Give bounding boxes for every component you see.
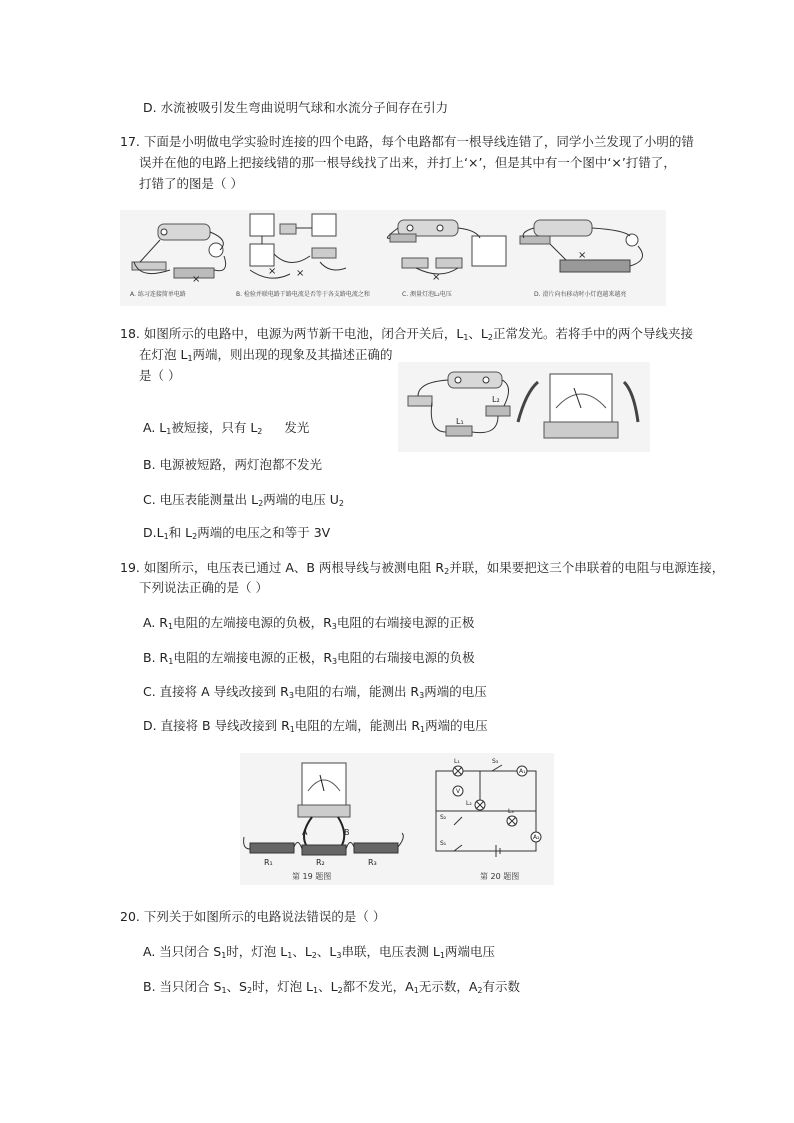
q18-option-a: A. $L_1$被短接，只有 $L_2$ 发光 bbox=[143, 420, 310, 436]
q20-label-s1: S₁ bbox=[440, 840, 447, 847]
q17-stem-line3: 打错了的图是（ ） bbox=[139, 176, 243, 191]
q18-option-c: C. 电压表能测量出 $L_2$两端的电压 $U_2$ bbox=[143, 492, 344, 508]
q19-label-b: B bbox=[344, 828, 350, 837]
q20-option-b: B. 当只闭合 $S_1$、$S_2$时，灯泡 $L_1$、$L_2$都不发光，$A_1$无示数，$A_2$有示数 bbox=[143, 979, 520, 995]
q19-stem-line1: 19. 如图所示，电压表已通过 A、B 两根导线与被测电阻 $R_2$并联，如果要把这三个串联着的电阻与电源连接， bbox=[120, 560, 725, 576]
q19-option-a: A. $R_1$电阻的左端接电源的负极，$R_3$电阻的右端接电源的正极 bbox=[143, 615, 475, 631]
q20-label-l3: L₃ bbox=[508, 808, 514, 815]
q18-option-b: B. 电源被短路，两灯泡都不发光 bbox=[143, 457, 323, 472]
q20-label-a2: A₂ bbox=[533, 834, 540, 841]
svg-text:×: × bbox=[432, 272, 441, 283]
q19-label-r1: R₁ bbox=[264, 858, 273, 867]
q19-figure-caption: 第 19 题图 bbox=[292, 872, 332, 881]
q18-stem-line1: 18. 如图所示的电路中，电源为两节新干电池，闭合开关后，$L_1$、$L_2$正常发光。若将手中的两个导线夹接 bbox=[120, 326, 693, 342]
q18-stem-line3: 是（ ） bbox=[139, 368, 181, 383]
q18-label-l1: L₁ bbox=[456, 417, 464, 426]
svg-text:×: × bbox=[296, 268, 305, 279]
q17-caption-d: D. 滑片向右移动时小灯泡越来越亮 bbox=[534, 291, 627, 298]
svg-text:×: × bbox=[192, 274, 201, 285]
q17-caption-b: B. 检验并联电路干路电流是否等于各支路电流之和 bbox=[236, 291, 370, 298]
q17-caption-a: A. 练习连接简单电路 bbox=[130, 291, 186, 298]
q17-caption-c: C. 测量灯泡L₂电压 bbox=[402, 291, 452, 298]
q20-label-l1: L₁ bbox=[454, 758, 460, 765]
q18-label-l2: L₂ bbox=[492, 395, 500, 404]
q19-option-c: C. 直接将 A 导线改接到 $R_3$电阻的右端，能测出 $R_3$两端的电压 bbox=[143, 684, 487, 700]
q20-label-v: V bbox=[456, 788, 461, 795]
q16-option-d: D. 水流被吸引发生弯曲说明气球和水流分子间存在引力 bbox=[143, 100, 449, 115]
svg-text:×: × bbox=[578, 250, 587, 261]
q20-label-s3: S₃ bbox=[492, 758, 499, 765]
q18-stem-line2: 在灯泡 $L_1$两端，则出现的现象及其描述正确的 bbox=[139, 347, 393, 363]
q20-label-s2: S₂ bbox=[440, 814, 447, 821]
q19-stem-line2: 下列说法正确的是（ ） bbox=[139, 580, 268, 595]
q18-figure bbox=[398, 362, 650, 452]
q18-option-d: $D.L_1$和 $L_2$两端的电压之和等于 3V bbox=[143, 525, 331, 541]
q17-stem-line2: 误并在他的电路上把接线错的那一根导线找了出来，并打上‘×’，但是其中有一个图中‘×’打错了， bbox=[139, 155, 676, 170]
q19-label-r2: R₂ bbox=[316, 858, 325, 867]
q20-stem: 20. 下列关于如图所示的电路说法错误的是（ ） bbox=[120, 909, 386, 924]
q20-label-a1: A₁ bbox=[519, 768, 526, 775]
q19-label-a: A bbox=[302, 828, 308, 837]
q19-label-r3: R₃ bbox=[368, 858, 377, 867]
q19-q20-figures bbox=[240, 753, 554, 885]
q19-option-d: D. 直接将 B 导线改接到 $R_1$电阻的左端，能测出 $R_1$两端的电压 bbox=[143, 718, 488, 734]
svg-text:×: × bbox=[268, 266, 277, 277]
q19-option-b: B. $R_1$电阻的左端接电源的正极，$R_3$电阻的右瑞接电源的负极 bbox=[143, 650, 475, 666]
q17-stem-line1: 17. 下面是小明做电学实验时连接的四个电路，每个电路都有一根导线连错了，同学小兰发现了小明的错 bbox=[120, 134, 694, 149]
q17-figure-strip bbox=[120, 210, 666, 306]
q20-option-a: A. 当只闭合 $S_1$时，灯泡 $L_1$、$L_2$、$L_3$串联，电压表测 $L_1$两端电压 bbox=[143, 944, 496, 960]
q20-label-l2: L₂ bbox=[466, 800, 472, 807]
q20-figure-caption: 第 20 题图 bbox=[480, 872, 520, 881]
